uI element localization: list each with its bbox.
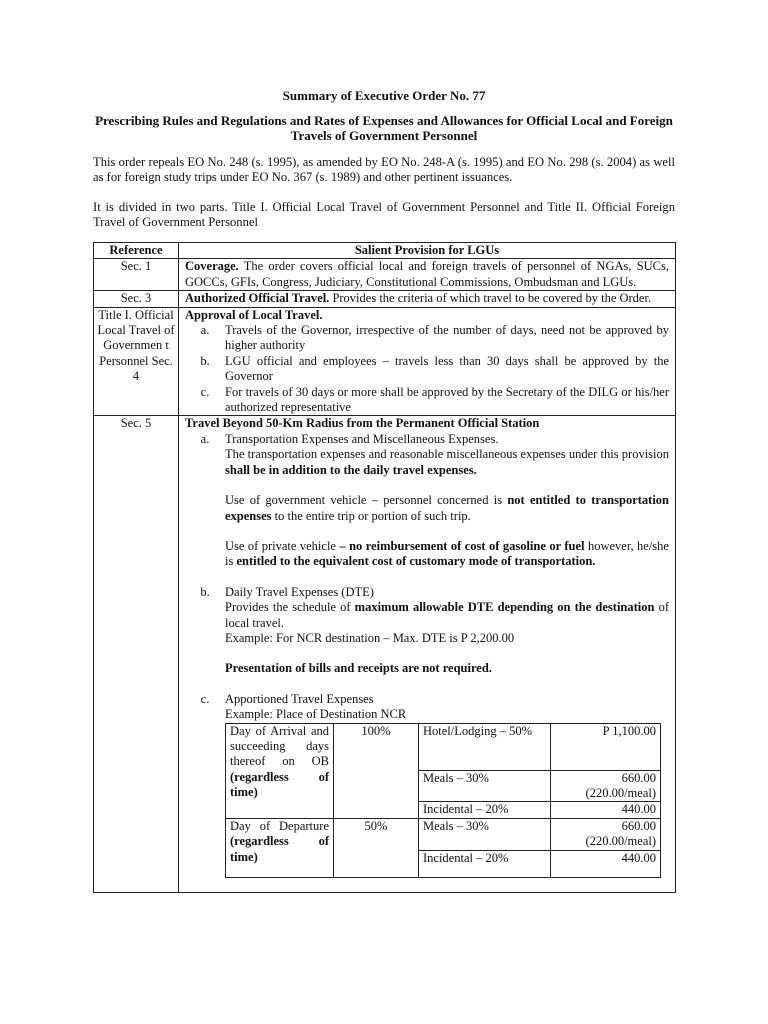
- document-title: Summary of Executive Order No. 77: [282, 88, 486, 103]
- subsection-paragraph: Use of government vehicle – personnel concerned is not entitled to transportation expenses to the entire trip or portion of such trip.: [225, 493, 669, 523]
- column-header-provision: Salient Provision for LGUs: [179, 243, 676, 259]
- departure-day-cell: Day of Departure (regardless of time): [226, 818, 334, 877]
- table-row: [226, 818, 661, 850]
- provision-title: Approval of Local Travel.: [185, 307, 323, 322]
- provision-cell: [179, 291, 676, 307]
- apportioned-expenses-table: [225, 723, 661, 878]
- hotel-label: Hotel/Lodging – 50%: [419, 723, 551, 770]
- note-line: Presentation of bills and receipts are not required.: [225, 661, 492, 676]
- subsection-paragraph: Provides the schedule of maximum allowable DTE depending on the destination of local travel.: [225, 600, 670, 630]
- reference-cell: Sec. 3: [94, 291, 179, 307]
- provision-cell: [179, 307, 676, 416]
- list-item: b. Daily Travel Expenses (DTE): [200, 584, 374, 599]
- document-subtitle: Prescribing Rules and Regulations and Rates of Expenses and Allowances for Official Local and Foreign Travels of Government Personnel: [95, 113, 673, 144]
- incidental-label: Incidental – 20%: [419, 802, 551, 818]
- example-line: Example: Place of Destination NCR: [225, 707, 407, 722]
- provision-text: The order covers official local and foreign travels of personnel of NGAs, SUCs, GOCCs, GFIs, Congress, Judiciary, Constitutional Commissions, Ombudsman and LGUs.: [185, 259, 669, 289]
- incidental-label: Incidental – 20%: [419, 850, 551, 877]
- example-line: Example: For NCR destination – Max. DTE is P 2,200.00: [225, 630, 515, 645]
- provision-text: Provides the criteria of which travel to be covered by the Order.: [329, 291, 652, 306]
- table-row: [94, 291, 676, 307]
- table-row: [94, 259, 676, 291]
- list-item: a. Travels of the Governor, irrespective of the number of days, need not be approved by higher authority: [200, 323, 669, 353]
- intro-paragraph-2: It is divided in two parts. Title I. Official Local Travel of Government Personnel and Title II. Official Foreign Travel of Government Personnel: [93, 200, 675, 230]
- provision-cell: [179, 416, 676, 892]
- incidental-amount: 440.00: [551, 850, 661, 877]
- meals-label: Meals – 30%: [419, 818, 551, 850]
- table-row: [226, 723, 661, 770]
- table-row: [94, 416, 676, 892]
- subsection-paragraph: Use of private vehicle – no reimbursement of cost of gasoline or fuel however, he/she is entitled to the equivalent cost of customary mode of transportation.: [225, 538, 669, 569]
- reference-cell: Sec. 5: [94, 416, 179, 892]
- list-item: c. For travels of 30 days or more shall be approved by the Secretary of the DILG or his/her authorized representative: [200, 384, 669, 415]
- subsection-paragraph: The transportation expenses and reasonable miscellaneous expenses under this provision shall be in addition to the daily travel expenses.: [225, 447, 669, 477]
- meals-amount: 660.00 (220.00/meal): [551, 770, 661, 802]
- hotel-amount: P 1,100.00: [551, 723, 661, 770]
- arrival-percent: 100%: [334, 723, 419, 818]
- provisions-table: [93, 242, 676, 893]
- table-row: [94, 307, 676, 416]
- list-item: a. Transportation Expenses and Miscellaneous Expenses.: [200, 431, 499, 446]
- incidental-amount: 440.00: [551, 802, 661, 818]
- list-item: c. Apportioned Travel Expenses: [200, 691, 374, 706]
- table-header-row: [94, 243, 676, 259]
- provision-title: Authorized Official Travel.: [185, 291, 330, 306]
- provision-title: Coverage.: [185, 259, 239, 274]
- reference-cell: Title I. Official Local Travel of Governmen t Personnel Sec. 4: [94, 307, 179, 416]
- intro-paragraph-1: This order repeals EO No. 248 (s. 1995), as amended by EO No. 248-A (s. 1995) and EO No. 298 (s. 2004) as well as for foreign study trips under EO No. 367 (s. 1989) and other pertinent issuances.: [93, 155, 675, 185]
- provision-title: Travel Beyond 50-Km Radius from the Permanent Official Station: [185, 416, 540, 431]
- meals-label: Meals – 30%: [419, 770, 551, 802]
- list-item: b. LGU official and employees – travels less than 30 days shall be approved by the Governor: [200, 353, 669, 384]
- provision-cell: [179, 259, 676, 291]
- meals-amount: 660.00 (220.00/meal): [551, 818, 661, 850]
- departure-percent: 50%: [334, 818, 419, 877]
- column-header-reference: Reference: [94, 243, 179, 259]
- arrival-day-cell: Day of Arrival and succeeding days thereof on OB (regardless of time): [226, 723, 334, 818]
- reference-cell: Sec. 1: [94, 259, 179, 291]
